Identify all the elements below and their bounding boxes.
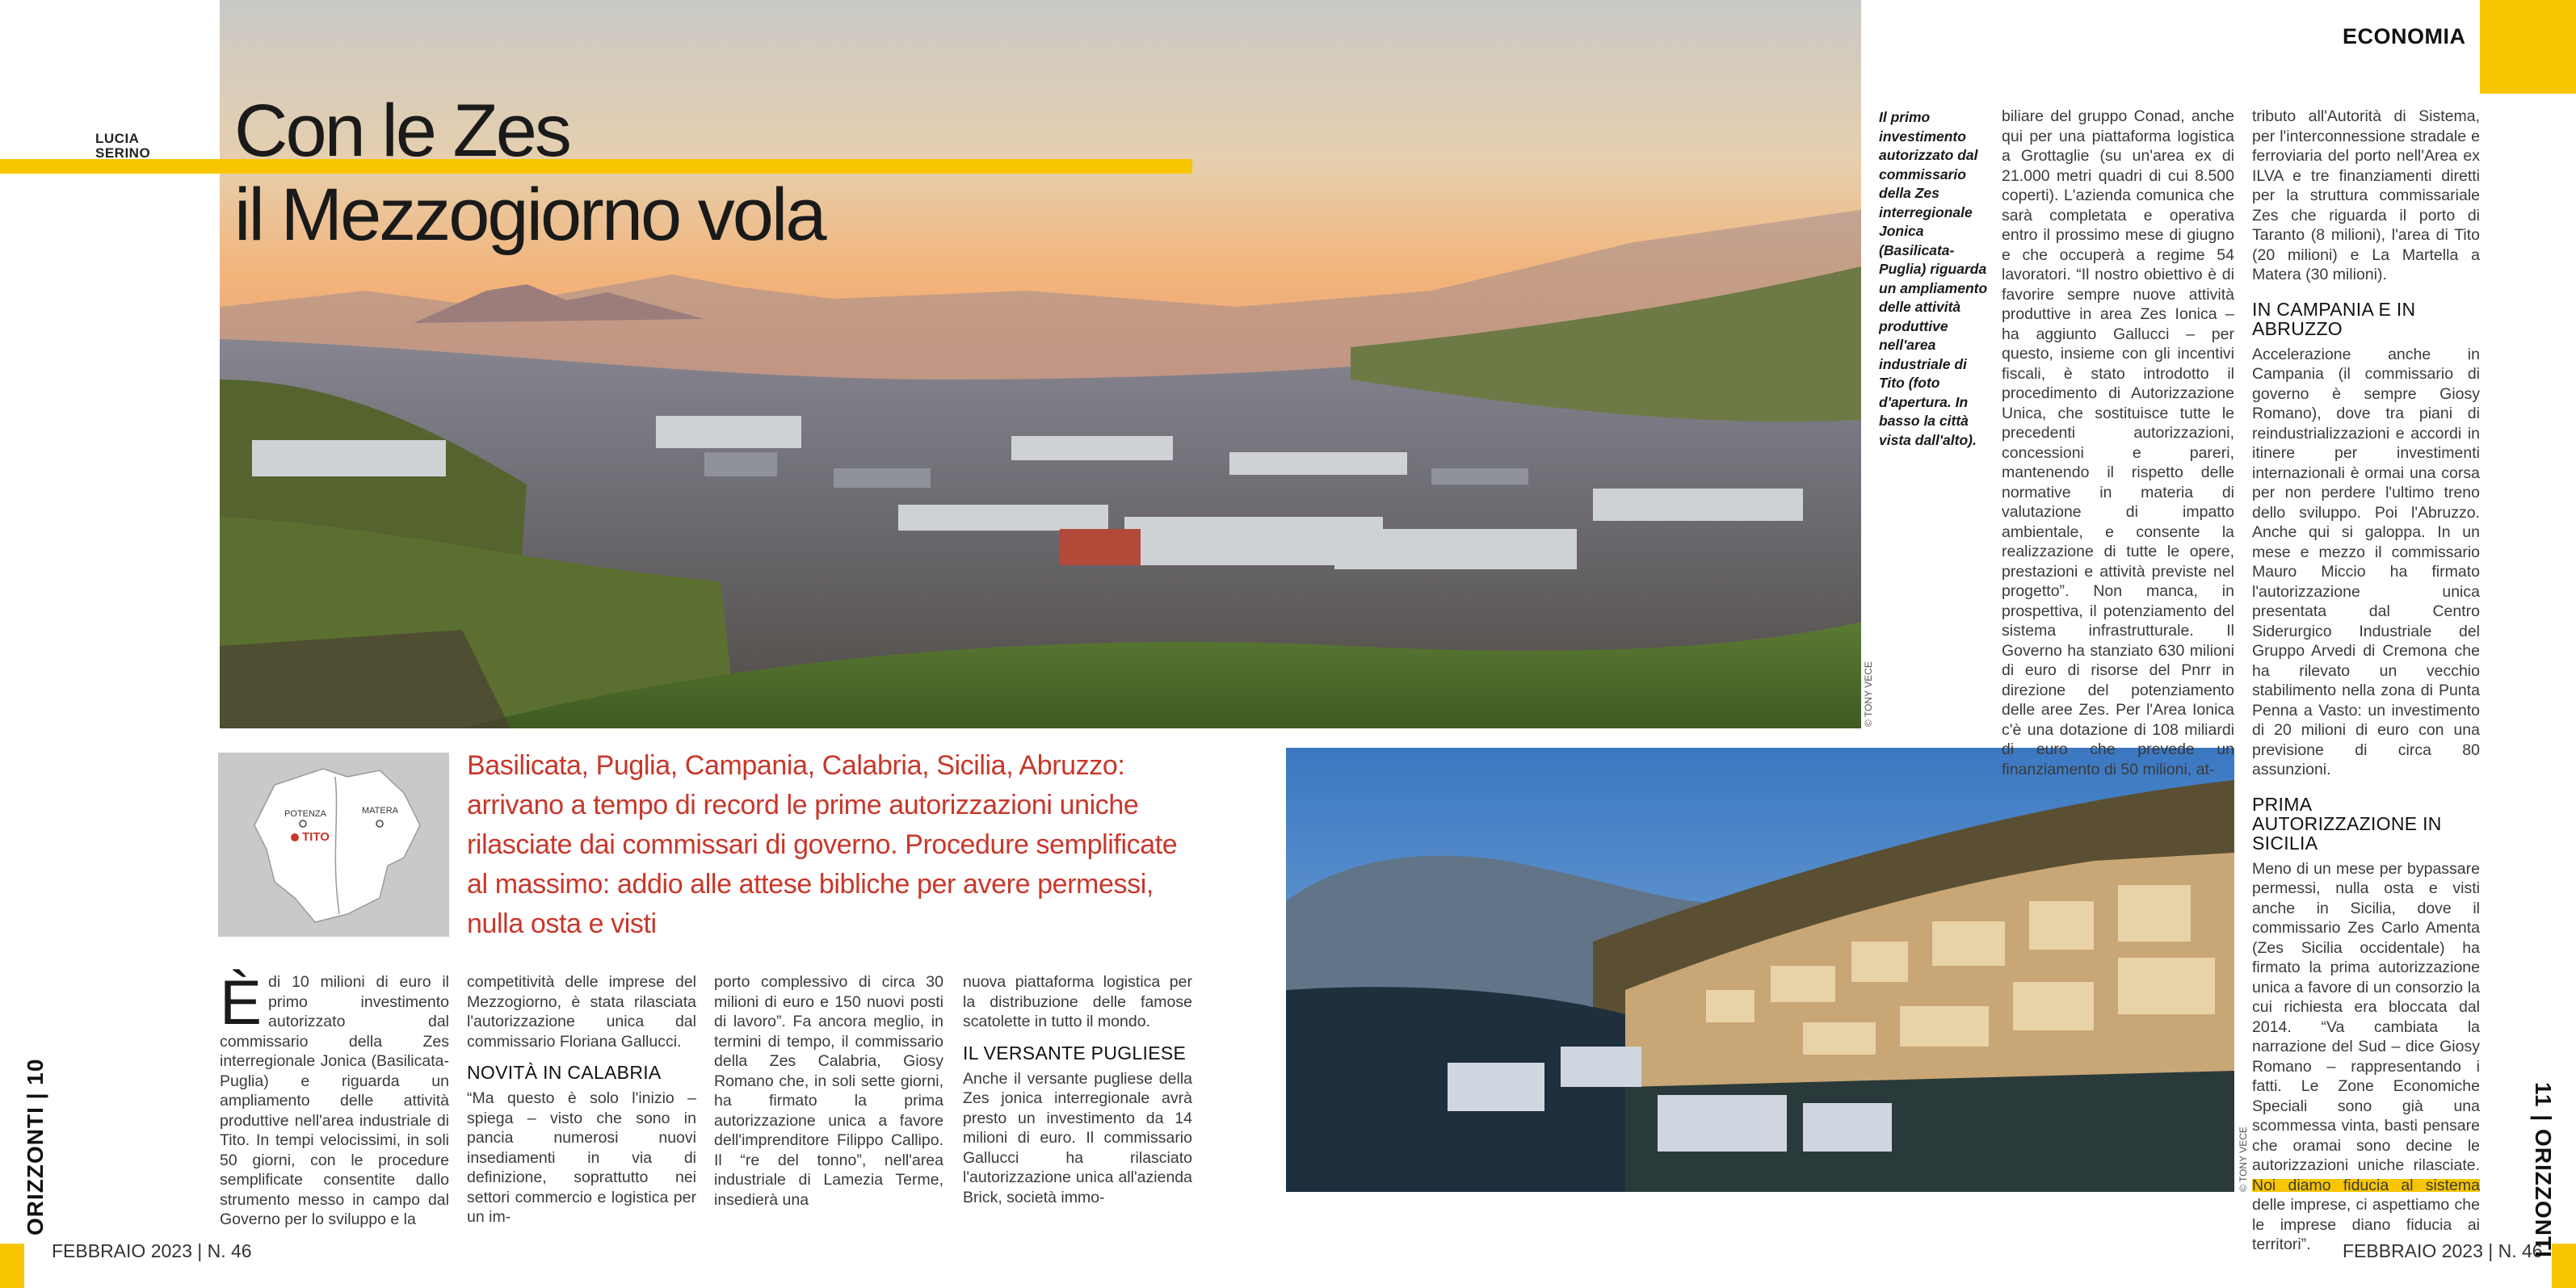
author-byline: LUCIA SERINO <box>95 131 151 161</box>
photo-credit-top: © TONY VECE <box>1863 661 1874 727</box>
photo-credit-bottom: © TONY VECE <box>2238 1126 2249 1192</box>
footer-right: FEBBRAIO 2023 | N. 46 <box>2343 1240 2543 1261</box>
basilicata-map <box>218 753 449 937</box>
town-photo <box>1286 748 2234 1192</box>
body-column-5: biliare del gruppo Conad, anche qui per una piattaforma logistica a Grottaglie (su un'area ex di 21.000 metri quadri di cui 8.500 coperti). L'azienda comunica che sarà completata e operativa entro il prossimo mese di giugno e che occuperà a regime 54 lavoratori. “Il nostro obiettivo è di favorire sempre nuove attività produttive in area Zes Ionica – ha aggiunto Gallucci – per questo, insieme con gli incentivi fiscali, è stato introdotto il procedimento di Autorizzazione Unica, che sostituisce tutte le precedenti autorizzazioni, concessioni e pareri, mantenendo il rispetto delle normative in materia di valutazione di impatto ambientale, e consente la realizzazione di tutte le opere, prestazioni e attività previste nel progetto”. Non manca, in prospettiva, il potenziamento del sistema infrastrutturale. Il Governo ha stanziato 630 milioni di euro di risorse del Pnrr in direzione del potenziamento delle aree Zes. Per l'Area Ionica c'è una dotazione di 108 miliardi di euro che prevede un finanziamento di 50 milioni, at- <box>2002 107 2234 778</box>
body-column-1: È di 10 milioni di euro il primo investimento autorizzato dal commissario della Zes interregionale Jonica (Basilicata-Puglia) e riguarda un ampliamento delle attività produttive nell'area industriale di Tito. In tempi velocissimi, in soli 50 giorni, con le procedure semplificate consentite dallo strumento messo in campo dal Governo per lo sviluppo e la <box>220 967 449 1228</box>
body-column-6: tributo all'Autorità di Sistema, per l'interconnessione stradale e ferroviaria del porto nell'Area ex ILVA e tre finanziamenti diretti per la struttura commissariale Zes che riguarda il porto di Taranto (8 milioni), l'area di Tito (20 milioni) e La Martella a Matera (30 milioni). IN CAMPANIA E IN ABRUZZO Accelerazione anche in Campania (il commissario di governo è sempre Giosy Romano), dove tra piani di reindustrializzazioni e accordi in itinere per investimenti internazionali è ormai una corsa per non perdere l'ultimo treno dello sviluppo. Poi l'Abruzzo. Anche qui si galoppa. In un mese e mezzo il commissario Mauro Miccio ha firmato l'autorizzazione unica presentata dal Centro Siderurgico Industriale del Gruppo Arvedi di Cremona che ha rilevato un vecchio stabilimento nella zona di Punta Penna a Vasto: un investimento di 20 milioni di euro con una previsione di circa 80 assunzioni. PRIMA AUTORIZZAZIONE IN SICILIA Meno di un mese per bypassare permessi, nulla osta e visti anche in Sicilia, dove il commissario Zes Carlo Amenta (Zes Sicilia occidentale) ha firmato la prima autorizzazione unica a favore di un consorzio la cui richiesta era bloccata dal 2014. “Va cambiata la narrazione del Sud – dice Giosy Romano – rappresentando i fatti. Le Zone Economiche Speciali sono già una scommessa vinta, basti pensare che oramai sono decine le autorizzazioni uniche rilasciate. Noi diamo fiducia al sistema delle imprese, ci aspettiamo che le imprese diano fiducia ai territori”. <box>2252 107 2480 1253</box>
subhead-calabria: NOVITÀ IN CALABRIA <box>467 1062 662 1083</box>
section-tab <box>2480 0 2576 94</box>
map-label-potenza: POTENZA <box>284 809 326 819</box>
body-column-3: porto complessivo di circa 30 milioni di euro e 150 nuovi posti di lavoro”. Fa ancora meglio, in termini di tempo, il commissario della Zes Calabria, Giosy Romano che, in soli sette giorni, ha firmato la prima autorizzazione unica a favore dell'imprenditore Filippo Callipo. Il “re del tonno”, nell'area industriale di Lamezia Terme, insedierà una <box>714 973 943 1209</box>
body-column-4: nuova piattaforma logistica per la distribuzione delle famose scatolette in tutto il mondo. IL VERSANTE PUGLIESE Anche il versante pugliese della Zes jonica interregionale avrà presto un investimento da 14 milioni di euro. Il commissario Gallucci ha rilasciato l'autorizzazione unica all'azienda Brick, società immo- <box>963 973 1192 1206</box>
footer-left: FEBBRAIO 2023 | N. 46 <box>52 1240 252 1261</box>
folio-left: ORIZZONTI | 10 <box>23 1058 48 1236</box>
map-label-matera: MATERA <box>362 806 399 816</box>
subhead-sicilia: PRIMA AUTORIZZAZIONE IN SICILIA <box>2252 793 2442 854</box>
section-label: ECONOMIA <box>2343 24 2466 48</box>
page-title: Con le Zes il Mezzogiorno vola <box>234 90 825 256</box>
folio-right: 11 | ORIZZONTI <box>2531 1082 2556 1258</box>
subhead-puglia: IL VERSANTE PUGLIESE <box>963 1042 1187 1064</box>
corner-tab-left <box>0 1244 24 1288</box>
article-lede: Basilicata, Puglia, Campania, Calabria, Sicilia, Abruzzo: arrivano a tempo di record le prime autorizzazioni uniche rilasciate dai commissari di governo. Procedure semplificate al massimo: addio alle attese bibliche per avere permessi, nulla osta e visti <box>467 750 1178 939</box>
subhead-campania: IN CAMPANIA E IN ABRUZZO <box>2252 298 2416 339</box>
photo-caption: Il primo investimento autorizzato dal commissario della Zes interregionale Jonica (Basilicata-Puglia) riguarda un ampliamento delle attività produttive nell'area industriale di Tito (foto d'apertura. In basso la città vista dall'alto). <box>1879 109 1988 448</box>
body-column-2: competitività delle imprese del Mezzogiorno, è stata rilasciata l'autorizzazione unica dal commissario Floriana Gallucci. NOVITÀ IN CALABRIA “Ma questo è solo l'inizio – spiega – visto che sono in pancia numerosi nuovi insediamenti in via di definizione, soprattutto nei settori commercio e logistica per un im- <box>467 973 696 1226</box>
drop-cap: È <box>220 967 263 1038</box>
map-label-tito: TITO <box>302 830 330 844</box>
